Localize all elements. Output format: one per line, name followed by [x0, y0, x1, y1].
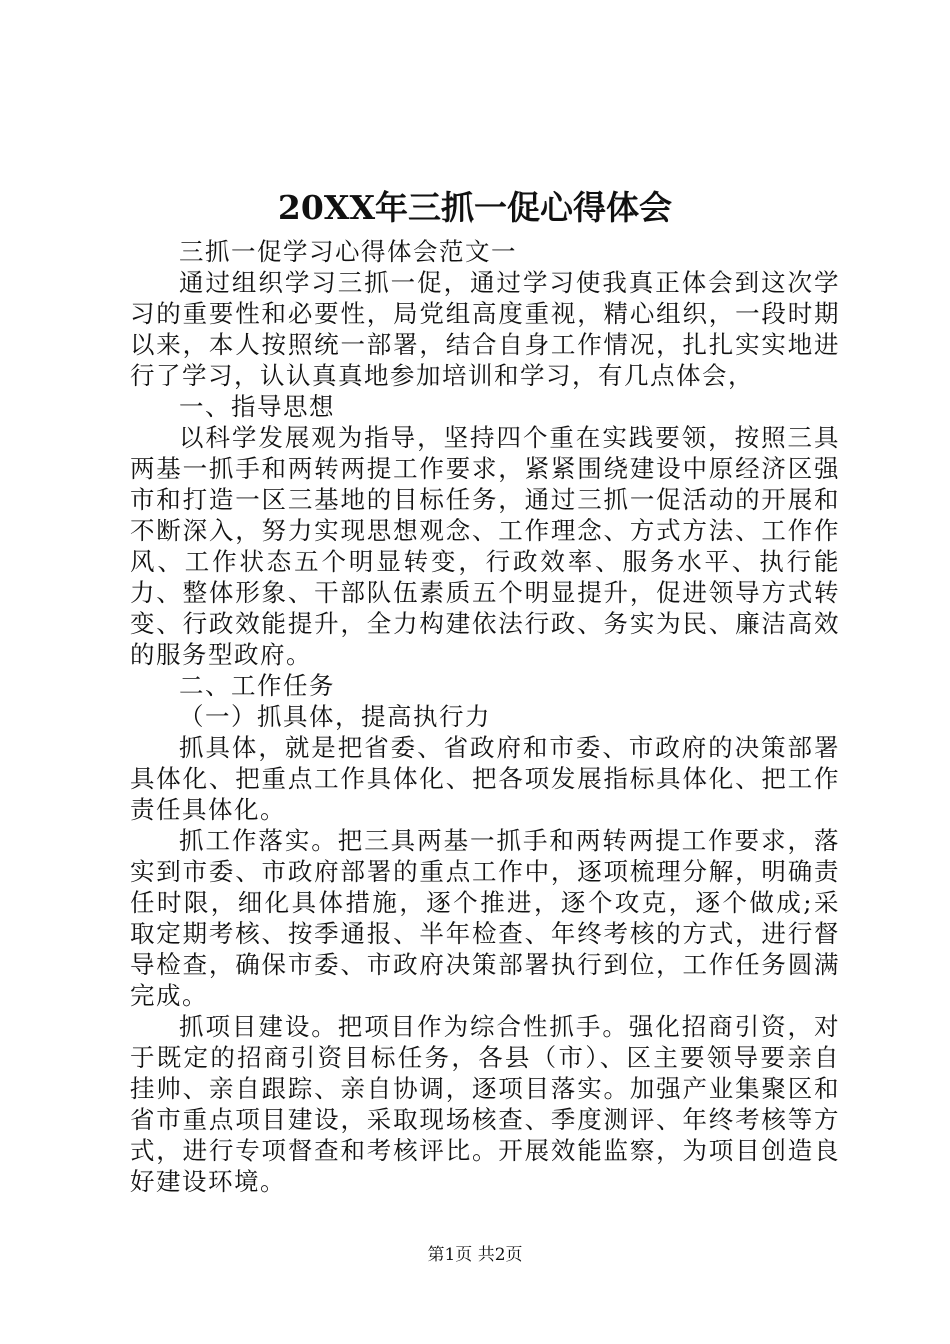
paragraph-guiding-ideology: 以科学发展观为指导，坚持四个重在实践要领，按照三具两基一抓手和两转两提工作要求，紧紧围绕建设中原经济区强市和打造一区三基地的目标任务，通过三抓一促活动的开展和不断深入，努力实现思想观念、工作理念、方式方法、工作作风、工作状态五个明显转变，行政效率、服务水平、执行能力、整体形象、干部队伍素质五个明显提升，促进领导方式转变、行政效能提升，全力构建依法行政、务实为民、廉洁高效的服务型政府。	[130, 423, 840, 669]
paragraph-subtitle: 三抓一促学习心得体会范文一	[179, 237, 517, 266]
paragraph-intro: 通过组织学习三抓一促，通过学习使我真正体会到这次学习的重要性和必要性，局党组高度重视，精心组织，一段时期以来，本人按照统一部署，结合自身工作情况，扎扎实实地进行了学习，认认真真地参加培训和学习，有几点体会，	[130, 268, 840, 390]
page-footer: 第1页 共2页	[427, 1245, 523, 1265]
section-heading-work-tasks: 二、工作任务	[179, 671, 335, 700]
section-heading-guiding-ideology: 一、指导思想	[179, 392, 335, 421]
subsection-heading-concrete: （一）抓具体，提高执行力	[179, 702, 491, 731]
document-title: 20XX年三抓一促心得体会	[277, 188, 673, 227]
document-body	[130, 236, 840, 1197]
paragraph-project-construction: 抓项目建设。把项目作为综合性抓手。强化招商引资，对于既定的招商引资目标任务，各县（市）、区主要领导要亲自挂帅、亲自跟踪、亲自协调，逐项目落实。加强产业集聚区和省市重点项目建设，采取现场核查、季度测评、年终考核等方式，进行专项督查和考核评比。开展效能监察，为项目创造良好建设环境。	[130, 1012, 840, 1196]
paragraph-concrete: 抓具体，就是把省委、省政府和市委、市政府的决策部署具体化、把重点工作具体化、把各项发展指标具体化、把工作责任具体化。	[130, 733, 840, 824]
paragraph-work-implementation: 抓工作落实。把三具两基一抓手和两转两提工作要求，落实到市委、市政府部署的重点工作中，逐项梳理分解，明确责任时限，细化具体措施，逐个推进，逐个攻克，逐个做成;采取定期考核、按季通报、半年检查、年终考核的方式，进行督导检查，确保市委、市政府决策部署执行到位，工作任务圆满完成。	[130, 826, 840, 1010]
